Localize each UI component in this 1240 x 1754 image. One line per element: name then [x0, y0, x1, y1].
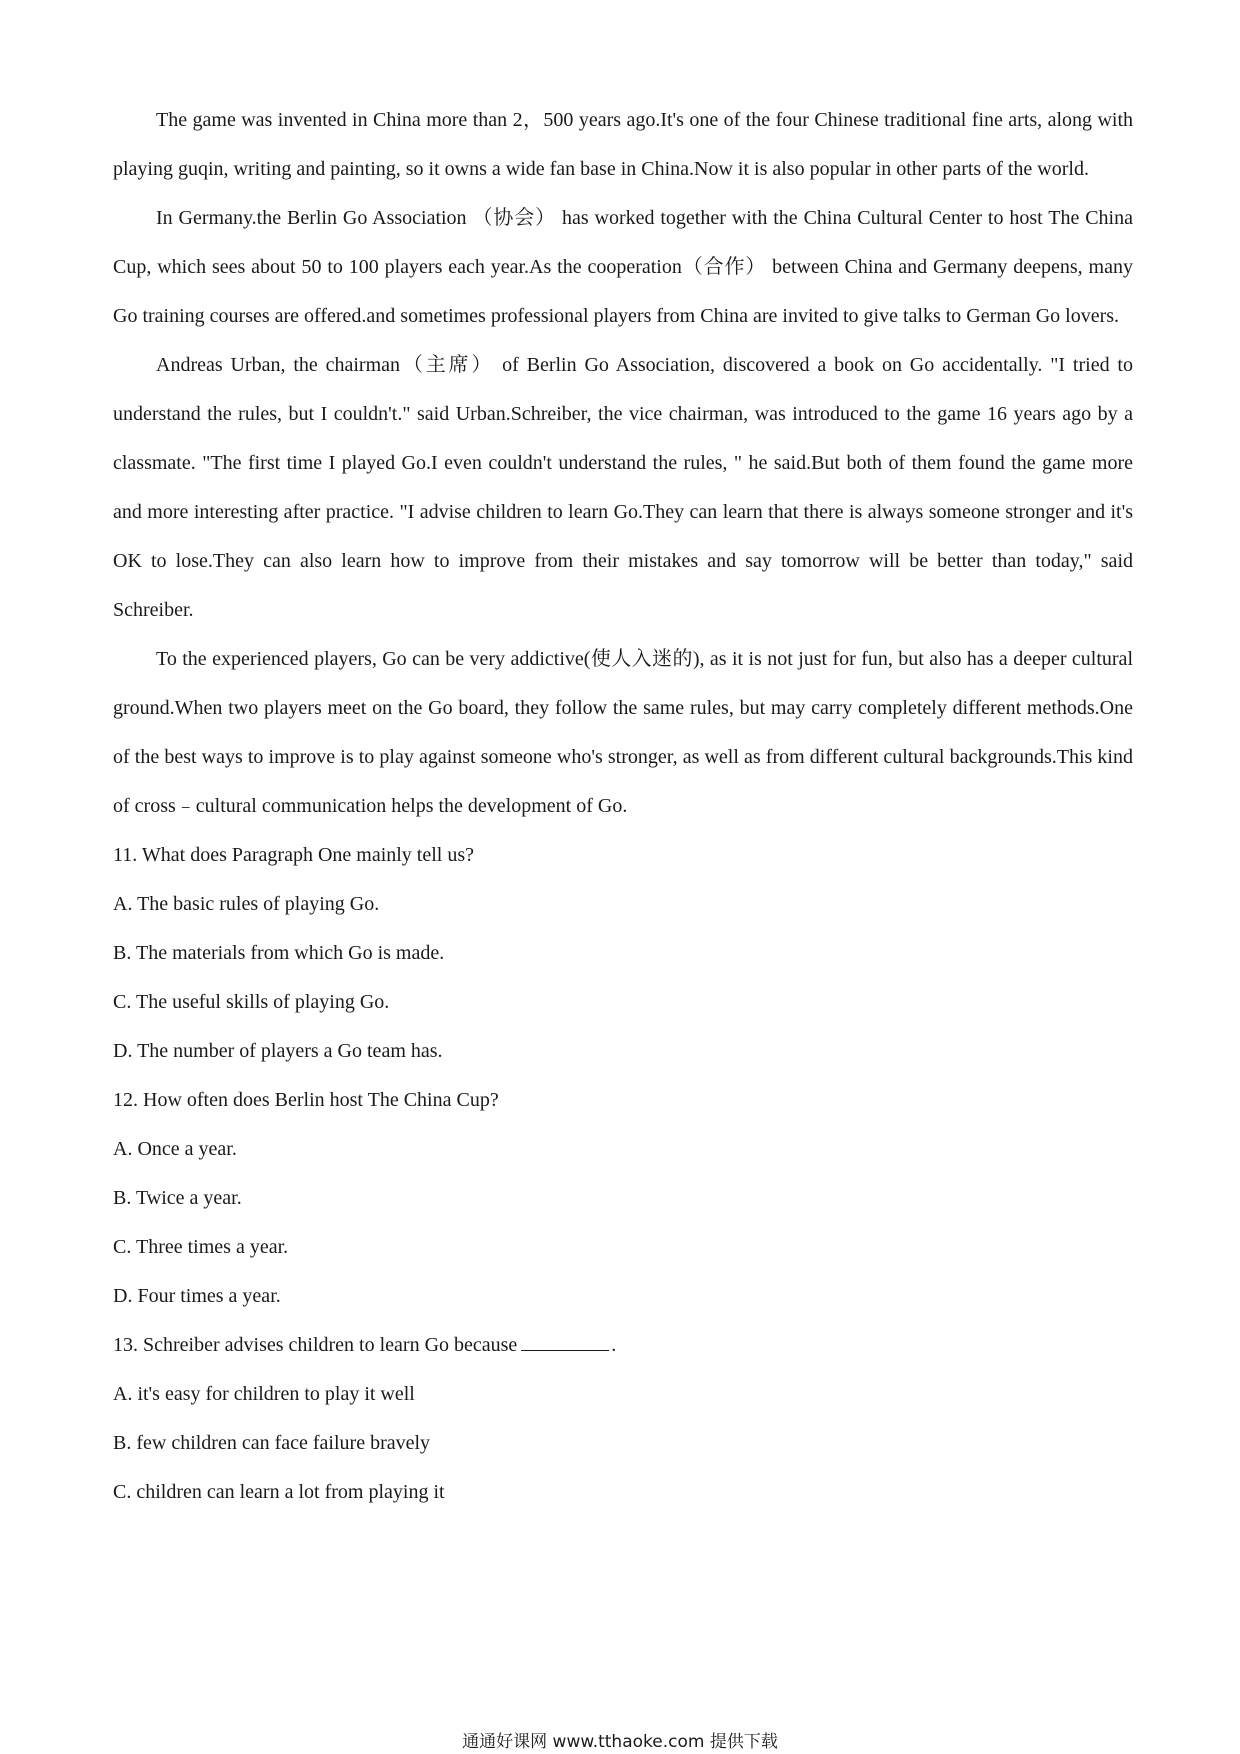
answer-option-a: A. it's easy for children to play it well [113, 1383, 415, 1405]
question-11 [113, 831, 1133, 1076]
question-13 [113, 1321, 1133, 1517]
answer-option-d: D. The number of players a Go team has. [113, 1040, 443, 1062]
answer-blank [521, 1332, 609, 1351]
answer-option-b: B. Twice a year. [113, 1187, 242, 1209]
answer-option-c: C. Three times a year. [113, 1236, 289, 1258]
document-page [113, 96, 1133, 1517]
passage-paragraph-4: To the experienced players, Go can be very addictive(使人入迷的), as it is not just for fun, but also has a deeper cultural ground.When two players meet on the Go board, they follow the same rules, but may carry completely different methods.One of the best ways to improve is to play against someone who's stronger, as well as from different cultural backgrounds.This kind of cross﹣cultural communication helps the development of Go. [113, 648, 1133, 817]
answer-option-a: A. The basic rules of playing Go. [113, 893, 380, 915]
passage-paragraph-2: In Germany.the Berlin Go Association （协会） has worked together with the China Cultural Center to host The China Cup, which sees about 50 to 100 players each year.As the cooperation（合作） between China and Germany deepens, many Go training courses are offered.and sometimes professional players from China are invited to give talks to German Go lovers. [113, 207, 1133, 327]
reading-passage [113, 96, 1133, 831]
question-stem: 12. How often does Berlin host The China Cup? [113, 1089, 499, 1111]
passage-paragraph-3: Andreas Urban, the chairman（主席） of Berlin Go Association, discovered a book on Go accidentally. "I tried to understand the rules, but I couldn't." said Urban.Schreiber, the vice chairman, was introduced to the game 16 years ago by a classmate. "The first time I played Go.I even couldn't understand the rules, " he said.But both of them found the game more and more interesting after practice. "I advise children to learn Go.They can learn that there is always someone stronger and it's OK to lose.They can also learn how to improve from their mistakes and say tomorrow will be better than today," said Schreiber. [113, 354, 1133, 621]
question-12 [113, 1076, 1133, 1321]
question-stem-end: . [611, 1334, 617, 1356]
answer-option-c: C. The useful skills of playing Go. [113, 991, 390, 1013]
answer-option-b: B. few children can face failure bravely [113, 1432, 431, 1454]
answer-option-d: D. Four times a year. [113, 1285, 281, 1307]
answer-option-a: A. Once a year. [113, 1138, 237, 1160]
passage-paragraph-1: The game was invented in China more than 2，500 years ago.It's one of the four Chinese traditional fine arts, along with playing guqin, writing and painting, so it owns a wide fan base in China.Now it is also popular in other parts of the world. [113, 109, 1133, 180]
answer-option-b: B. The materials from which Go is made. [113, 942, 445, 964]
question-stem: 13. Schreiber advises children to learn Go because [113, 1334, 518, 1356]
question-stem: 11. What does Paragraph One mainly tell us? [113, 844, 475, 866]
answer-option-c: C. children can learn a lot from playing it [113, 1481, 445, 1503]
question-stem-line [113, 1321, 1133, 1370]
page-footer: 通通好课网 www.tthaoke.com 提供下载 [462, 1732, 778, 1752]
